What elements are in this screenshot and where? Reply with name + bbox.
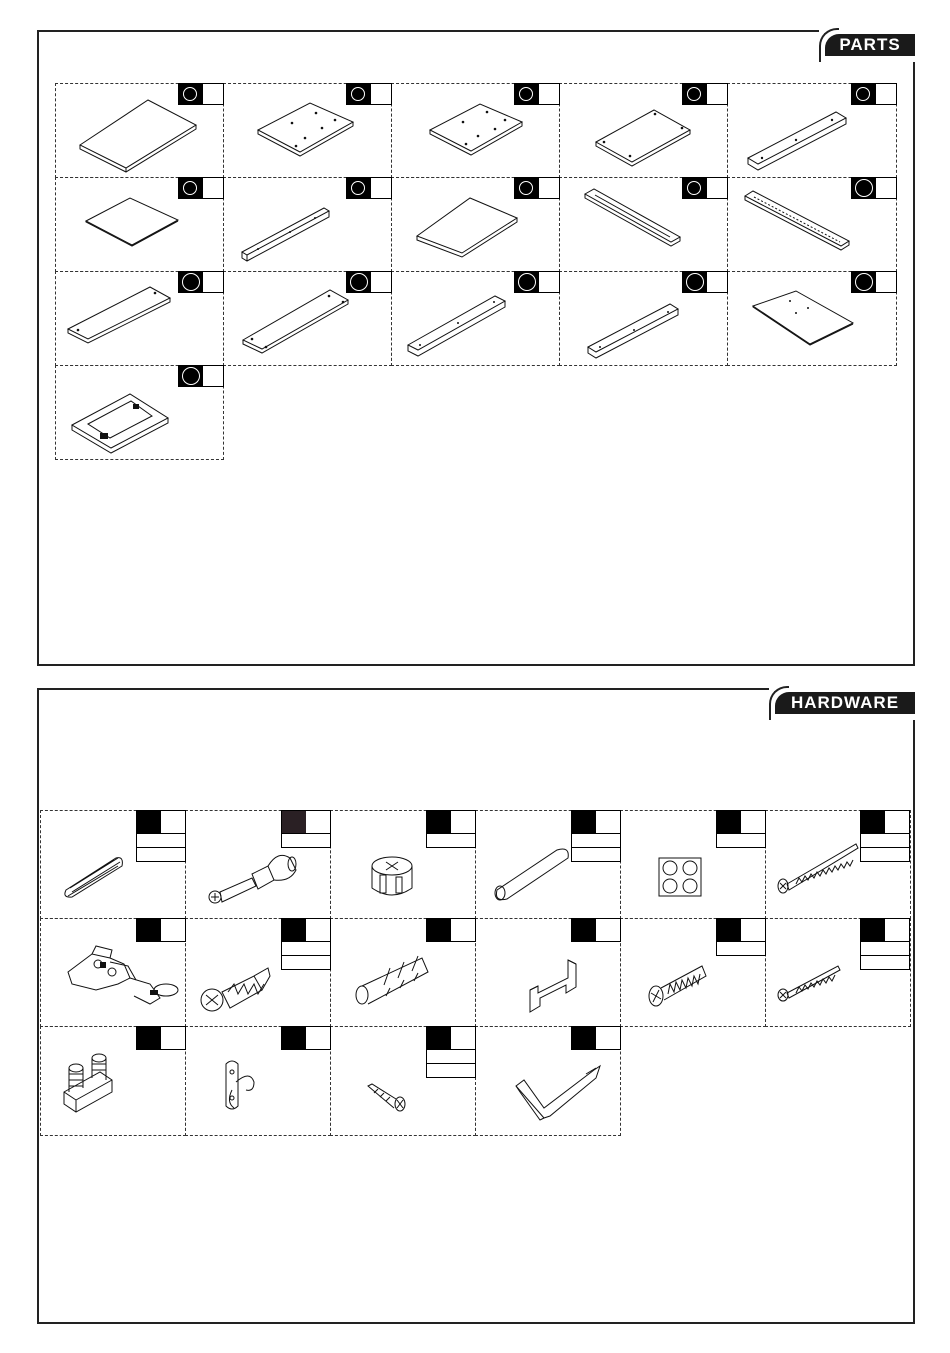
drywall-anchor-icon: [201, 968, 270, 1011]
parts-title: PARTS: [825, 34, 915, 56]
machine-screw-icon: [649, 966, 706, 1006]
hinge-icon: [68, 946, 178, 1004]
allen-key-icon: [516, 1066, 600, 1120]
handle-icon: [530, 960, 576, 1012]
cam-bolt-icon: [209, 855, 296, 903]
small-screw-icon: [368, 1084, 405, 1111]
dowel-icon: [495, 849, 568, 900]
dowel-icon: [65, 858, 123, 897]
shelf-support-icon: [64, 1054, 112, 1112]
screw-icon: [778, 844, 858, 893]
adhesive-pads-icon: [659, 858, 701, 896]
wall-anchor-icon: [356, 956, 428, 1004]
coat-hook-icon: [226, 1061, 254, 1109]
hardware-title: HARDWARE: [775, 692, 915, 714]
screw-icon: [778, 966, 840, 1001]
cam-lock-icon: [372, 857, 412, 895]
